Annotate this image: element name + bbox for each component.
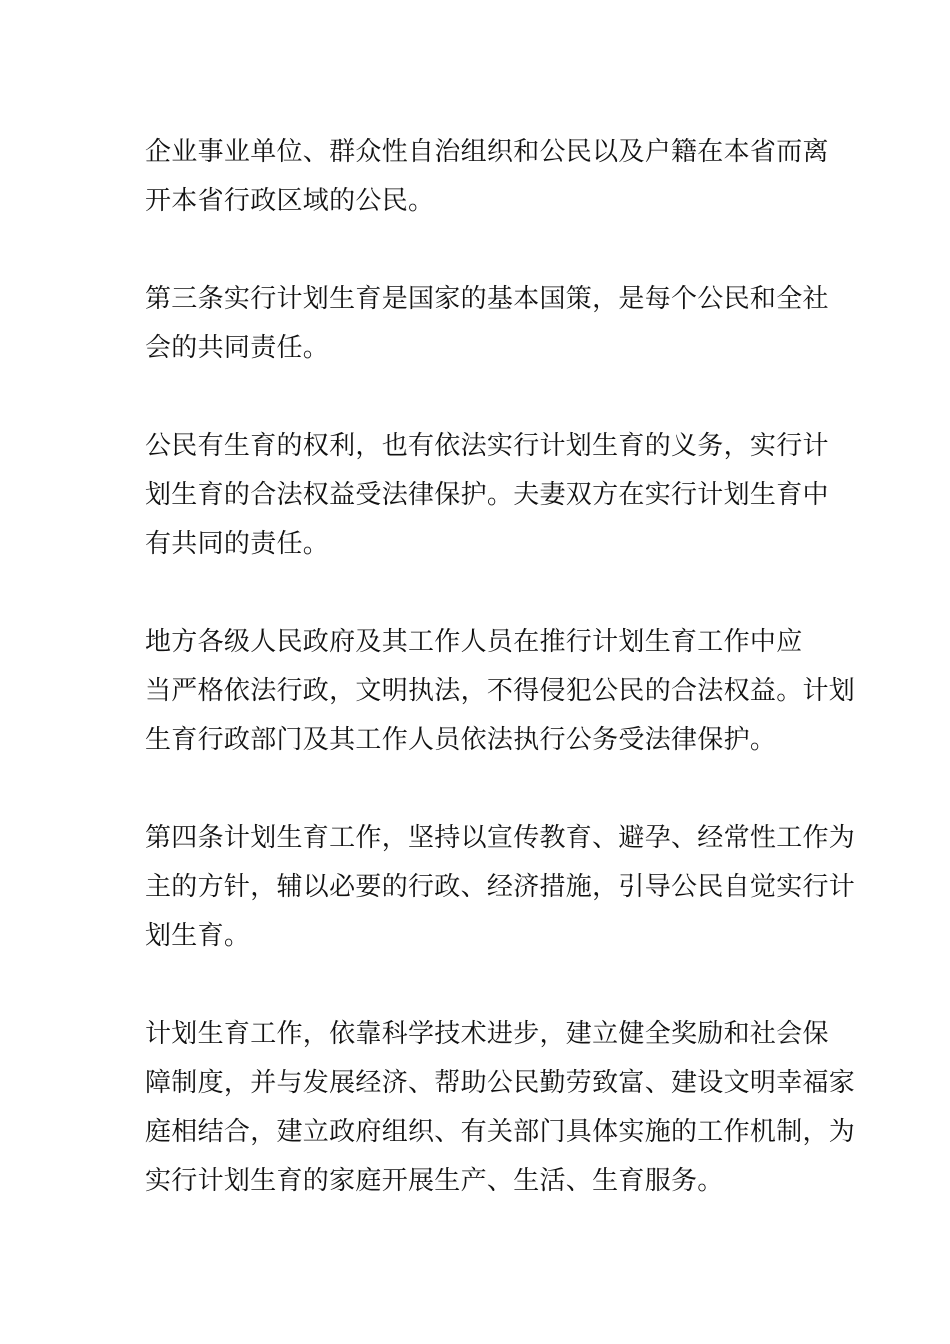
text-line: 主的方针，辅以必要的行政、经济措施，引导公民自觉实行计: [145, 872, 856, 902]
text-line: 生育行政部门及其工作人员依法执行公务受法律保护。: [145, 725, 777, 755]
paragraph-2: [145, 275, 829, 373]
paragraph-1: [145, 128, 829, 226]
text-line: 当严格依法行政，文明执法，不得侵犯公民的合法权益。计划: [145, 676, 856, 706]
text-line: 划生育。: [145, 921, 251, 951]
paragraph-6: [145, 1010, 856, 1206]
text-line: 障制度，并与发展经济、帮助公民勤劳致富、建设文明幸福家: [145, 1068, 856, 1098]
paragraph-4: [145, 618, 856, 765]
text-line: 计划生育工作，依靠科学技术进步，建立健全奖励和社会保: [145, 1019, 829, 1049]
text-line: 开本省行政区域的公民。: [145, 186, 435, 216]
paragraph-3: [145, 422, 829, 569]
paragraph-5: [145, 814, 856, 961]
text-line: 会的共同责任。: [145, 333, 330, 363]
document-body: [145, 128, 856, 1255]
text-line: 公民有生育的权利，也有依法实行计划生育的义务，实行计: [145, 431, 829, 461]
text-line: 第三条实行计划生育是国家的基本国策，是每个公民和全社: [145, 284, 829, 314]
text-line: 企业事业单位、群众性自治组织和公民以及户籍在本省而离: [145, 137, 829, 167]
text-line: 有共同的责任。: [145, 529, 330, 559]
text-line: 庭相结合，建立政府组织、有关部门具体实施的工作机制，为: [145, 1117, 856, 1147]
text-line: 第四条计划生育工作，坚持以宣传教育、避孕、经常性工作为: [145, 823, 856, 853]
text-line: 划生育的合法权益受法律保护。夫妻双方在实行计划生育中: [145, 480, 829, 510]
text-line: 实行计划生育的家庭开展生产、生活、生育服务。: [145, 1166, 724, 1196]
text-line: 地方各级人民政府及其工作人员在推行计划生育工作中应: [145, 627, 803, 657]
